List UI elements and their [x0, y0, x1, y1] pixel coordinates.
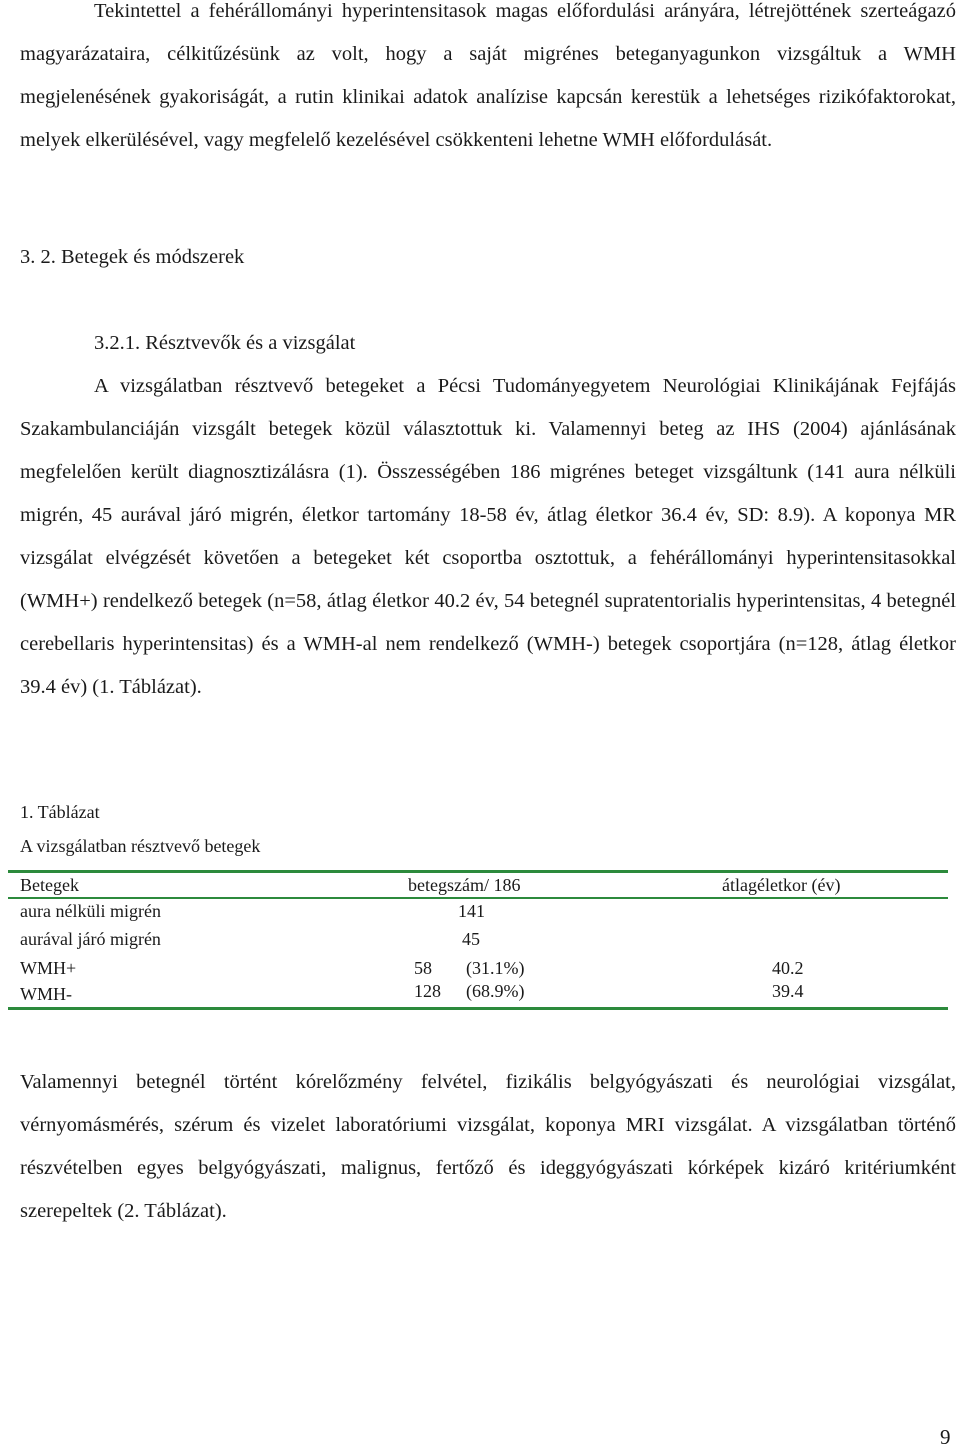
table-row-count: 58: [414, 958, 432, 978]
table-row-label: aurával járó migrén: [20, 929, 161, 949]
table-header-rule: [8, 897, 948, 899]
table-row-label: WMH-: [20, 984, 72, 1004]
intro-paragraph: Tekintettel a fehérállományi hyperintensitasok magas előfordulási arányára, létrejöttének szerteágazó magyarázataira, célkitűzésünk az volt, hogy a saját migrénes beteganyagunkon vizsgáltuk a WMH megjelenésének gyakoriságát, a rutin klinikai adatok analízise kapcsán kerestük a lehetséges rizikófaktorokat, melyek elkerülésével, vagy megfelelő kezelésével csökkenteni lehetne WMH előfordulását.: [20, 0, 956, 151]
table-row-count: 141: [458, 901, 485, 921]
table-row-percent: (68.9%): [466, 981, 525, 1001]
table-header-age: átlagéletkor (év): [722, 875, 841, 895]
table-row-count: 45: [462, 929, 480, 949]
table-row-age: 40.2: [772, 958, 804, 978]
table-caption: A vizsgálatban résztvevő betegek: [20, 836, 261, 856]
table-row-percent: (31.1%): [466, 958, 525, 978]
page-number: 9: [940, 1425, 951, 1449]
table-header-count: betegszám/ 186: [408, 875, 521, 895]
subsection-heading: 3.2.1. Résztvevők és a vizsgálat: [94, 332, 356, 354]
table-row-label: aura nélküli migrén: [20, 901, 161, 921]
methods-paragraph: Valamennyi betegnél történt kórelőzmény felvétel, fizikális belgyógyászati és neurológiai vizsgálat, vérnyomásmérés, szérum és vizelet laboratóriumi vizsgálat, koponya MRI vizsgálat. A vizsgálatban történő részvételben egyes belgyógyászati, malignus, fertőző és ideggyógyászati kórképek kizáró kritériumként szerepeltek (2. Táblázat).: [20, 1071, 956, 1222]
table-bottom-rule: [8, 1007, 948, 1010]
table-number: 1. Táblázat: [20, 802, 100, 822]
table-header-patients: Betegek: [20, 875, 79, 895]
table-row-age: 39.4: [772, 981, 804, 1001]
section-heading: 3. 2. Betegek és módszerek: [20, 246, 245, 268]
table-row-count: 128: [414, 981, 441, 1001]
table-row-label: WMH+: [20, 958, 77, 978]
table-top-rule: [8, 870, 948, 873]
patients-table: [8, 870, 948, 1010]
participants-paragraph: A vizsgálatban résztvevő betegeket a Pécsi Tudományegyetem Neurológiai Klinikájának Fejfájás Szakambulanciáján vizsgált betegek közül választottuk ki. Valamennyi beteg az IHS (2004) ajánlásának megfelelően került diagnosztizálásra (1). Összességében 186 migrénes beteget vizsgáltunk (141 aura nélküli migrén, 45 aurával járó migrén, életkor tartomány 18-58 év, átlag életkor 36.4 év, SD: 8.9). A koponya MR vizsgálat elvégzését követően a betegeket két csoportba osztottuk, a fehérállományi hyperintensitasokkal (WMH+) rendelkező betegek (n=58, átlag életkor 40.2 év, 54 betegnél supratentorialis hyperintensitas, 4 betegnél cerebellaris hyperintensitas) és a WMH-al nem rendelkező (WMH-) betegek csoportjára (n=128, átlag életkor 39.4 év) (1. Táblázat).: [20, 375, 956, 698]
